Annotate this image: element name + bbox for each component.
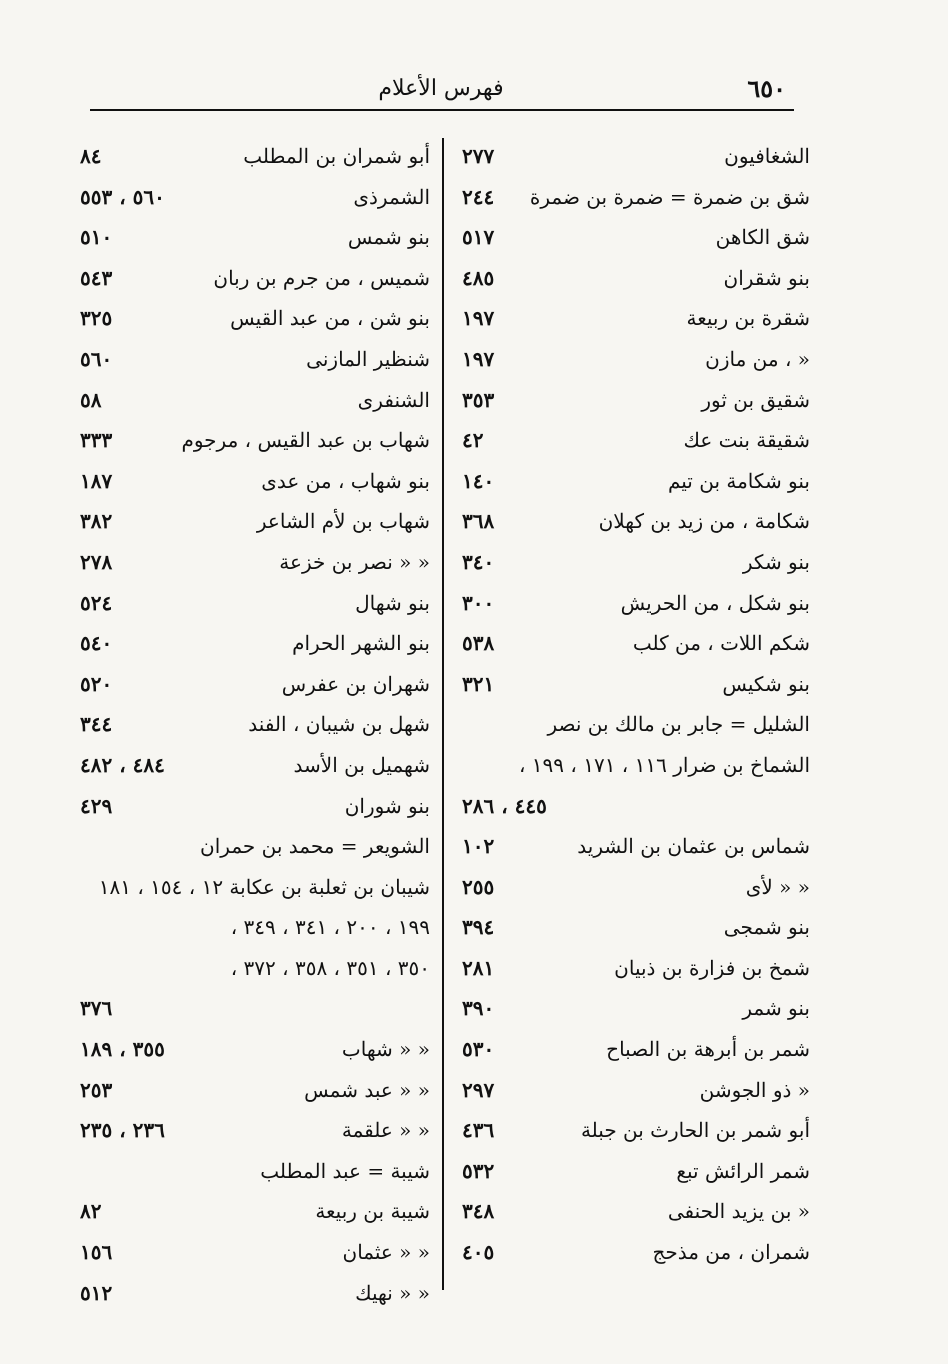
entry-name: أبو شمر بن الحارث بن جبلة — [580, 1118, 810, 1143]
entry-pages: ٣٣٣ — [80, 428, 113, 453]
entry-name: شهميل بن الأسد — [293, 752, 430, 777]
entry-name: بنو شمس — [347, 225, 430, 250]
index-entry — [76, 177, 430, 218]
index-entry — [76, 583, 430, 624]
entry-pages: ٥١٧ — [462, 225, 495, 250]
entry-name: بنو شكامة بن تيم — [667, 468, 810, 493]
entry-name: الشليل = جابر بن مالك بن نصر — [547, 712, 810, 737]
entry-pages: ٥٢٤ — [80, 590, 113, 615]
entry-pages: ٤٨٥ — [462, 265, 495, 290]
running-title: فهرس الأعلام — [378, 76, 504, 101]
index-entry — [76, 1273, 430, 1314]
index-entry — [76, 786, 430, 827]
index-column-right — [458, 136, 810, 1273]
entry-name: شمخ بن فزارة بن ذبيان — [614, 955, 810, 980]
index-entry — [458, 461, 810, 502]
index-entry — [76, 1191, 430, 1232]
entry-pages: ٣٥٥ ، ١٨٩ — [80, 1037, 165, 1062]
entry-name: شكم اللات ، من كلب — [632, 631, 810, 656]
entry-name: ١٩٩ ، ٢٠٠ ، ٣٤١ ، ٣٤٩ ، — [230, 915, 430, 940]
entry-pages: ١٩٧ — [462, 306, 495, 331]
entry-pages: ٢٧٨ — [80, 549, 113, 574]
entry-name: بنو شمر — [742, 996, 810, 1021]
entry-name: الشماخ بن ضرار ١١٦ ، ١٧١ ، ١٩٩ ، — [518, 752, 810, 777]
entry-name: بنو شكر — [742, 549, 810, 574]
entry-pages: ٣٤٨ — [462, 1199, 495, 1224]
entry-pages: ٥٣٠ — [462, 1037, 495, 1062]
index-entry — [458, 1232, 810, 1273]
index-entry — [76, 258, 430, 299]
entry-name: « بن يزيد الحنفى — [667, 1199, 810, 1224]
page-header — [90, 74, 792, 108]
index-entry — [458, 1070, 810, 1111]
entry-name: بنو الشهر الحرام — [292, 631, 430, 656]
entry-pages: ٢٨١ — [462, 955, 495, 980]
entry-name: شنظير المازنى — [306, 346, 430, 371]
entry-pages: ٤٢٩ — [80, 793, 113, 818]
entry-name: ٣٥٠ ، ٣٥١ ، ٣٥٨ ، ٣٧٢ ، — [230, 955, 430, 980]
index-entry — [76, 867, 430, 908]
index-entry — [76, 461, 430, 502]
index-entry — [76, 217, 430, 258]
entry-pages: ٢٥٣ — [80, 1077, 113, 1102]
index-entry — [76, 745, 430, 786]
entry-pages: ٣٩٠ — [462, 996, 495, 1021]
index-entry — [458, 136, 810, 177]
entry-name: « ، من مازن — [705, 346, 810, 371]
index-entry — [458, 542, 810, 583]
index-entry — [76, 542, 430, 583]
entry-name: شميس ، من جرم بن ربان — [213, 265, 430, 290]
entry-pages: ٢٣٦ ، ٢٣٥ — [80, 1118, 165, 1143]
index-entry — [458, 339, 810, 380]
index-column-left — [76, 136, 430, 1313]
entry-name: شمران ، من مذحج — [652, 1240, 810, 1265]
entry-pages: ٤٨٤ ، ٤٨٢ — [80, 752, 165, 777]
entry-pages: ٥٦٠ — [80, 346, 113, 371]
entry-pages: ٣٠٠ — [462, 590, 495, 615]
entry-name: « « نصر بن خزعة — [279, 549, 430, 574]
entry-pages: ٥١٢ — [80, 1280, 113, 1305]
entry-name: « « نهيك — [355, 1280, 430, 1305]
index-entry — [76, 907, 430, 948]
entry-name: « « شهاب — [341, 1037, 430, 1062]
entry-name: شقيقة بنت عك — [683, 428, 810, 453]
index-entry — [76, 501, 430, 542]
page-number: ٦٥٠ — [747, 74, 786, 103]
entry-pages: ٤٣٦ — [462, 1118, 495, 1143]
entry-pages: ٥٨ — [80, 387, 102, 412]
entry-pages: ٣٢١ — [462, 671, 495, 696]
index-entry — [458, 1029, 810, 1070]
index-entry — [458, 745, 810, 786]
index-entry — [458, 380, 810, 421]
entry-pages: ٤٢ — [462, 428, 484, 453]
entry-name: بنو شمجى — [723, 915, 810, 940]
index-entry — [458, 1110, 810, 1151]
entry-pages: ١٠٢ — [462, 834, 495, 859]
entry-pages: ٤٤٥ ، ٢٨٦ — [462, 793, 547, 818]
index-entry — [458, 907, 810, 948]
entry-name: أبو شمران بن المطلب — [243, 144, 430, 168]
entry-name: بنو شهاب ، من عدى — [261, 468, 430, 493]
entry-name: « ذو الجوشن — [699, 1077, 810, 1102]
index-entry — [76, 623, 430, 664]
entry-name: شق الكاهن — [715, 225, 810, 250]
entry-name: بنو شوران — [344, 793, 430, 818]
entry-pages: ٣٧٦ — [80, 996, 113, 1021]
index-entry — [458, 826, 810, 867]
entry-name: « « عثمان — [342, 1240, 430, 1265]
index-entry — [458, 786, 810, 827]
entry-name: شهل بن شيبان ، الفند — [248, 712, 430, 737]
index-entry — [458, 623, 810, 664]
index-entry — [76, 298, 430, 339]
index-entry — [76, 988, 430, 1029]
entry-pages: ٥٤٠ — [80, 631, 113, 656]
entry-name: شهاب بن عبد القيس ، مرجوم — [181, 428, 430, 453]
entry-name: شكامة ، من زيد بن كهلان — [598, 509, 810, 534]
index-entry — [458, 258, 810, 299]
index-entry — [458, 298, 810, 339]
entry-pages: ٣٤٤ — [80, 712, 113, 737]
index-entry — [76, 1232, 430, 1273]
entry-pages: ٥٣٨ — [462, 631, 495, 656]
index-entry — [458, 664, 810, 705]
entry-pages: ٨٢ — [80, 1199, 102, 1224]
entry-name: بنو شهال — [355, 590, 430, 615]
entry-name: شقيق بن ثور — [701, 387, 810, 412]
index-entry — [76, 380, 430, 421]
entry-pages: ٥٤٣ — [80, 265, 113, 290]
entry-pages: ٢٥٥ — [462, 874, 495, 899]
entry-pages: ٥١٠ — [80, 225, 113, 250]
entry-name: الشنفرى — [357, 387, 430, 412]
index-entry — [458, 1191, 810, 1232]
index-entry — [76, 1110, 430, 1151]
entry-name: شمر الرائش تبع — [676, 1158, 810, 1183]
entry-name: بنو شكل ، من الحريش — [620, 590, 810, 615]
entry-name: بنو شقران — [723, 265, 810, 290]
entry-pages: ٥٦٠ ، ٥٥٣ — [80, 184, 165, 209]
index-entry — [458, 217, 810, 258]
index-entry — [76, 136, 430, 177]
entry-pages: ٨٤ — [80, 144, 102, 168]
entry-name: « « لأى — [745, 874, 810, 899]
entry-name: شيبة بن ربيعة — [315, 1199, 430, 1224]
entry-name: شهران بن عفرس — [281, 671, 430, 696]
entry-pages: ٢٤٤ — [462, 184, 495, 209]
entry-pages: ٢٩٧ — [462, 1077, 495, 1102]
entry-pages: ٣٤٠ — [462, 549, 495, 574]
index-entry — [76, 1151, 430, 1192]
header-rule — [90, 109, 794, 111]
entry-pages: ١٥٦ — [80, 1240, 113, 1265]
entry-name: بنو شن ، من عبد القيس — [230, 306, 430, 331]
entry-name: شقرة بن ربيعة — [686, 306, 810, 331]
entry-pages: ١٨٧ — [80, 468, 113, 493]
entry-pages: ٥٣٢ — [462, 1158, 495, 1183]
index-entry — [458, 420, 810, 461]
index-entry — [76, 704, 430, 745]
index-entry — [458, 177, 810, 218]
index-entry — [76, 948, 430, 989]
entry-name: شماس بن عثمان بن الشريد — [577, 834, 810, 859]
entry-pages: ٣٨٢ — [80, 509, 113, 534]
entry-pages: ٤٠٥ — [462, 1240, 495, 1265]
index-entry — [458, 867, 810, 908]
entry-pages: ٣٥٣ — [462, 387, 495, 412]
entry-name: شيبة = عبد المطلب — [260, 1158, 430, 1183]
index-entry — [458, 501, 810, 542]
entry-pages: ٣٩٤ — [462, 915, 495, 940]
index-entry — [458, 988, 810, 1029]
index-entry — [76, 420, 430, 461]
entry-pages: ٥٢٠ — [80, 671, 113, 696]
entry-pages: ١٩٧ — [462, 346, 495, 371]
entry-pages: ٢٧٧ — [462, 144, 495, 168]
entry-name: الشغافيون — [724, 144, 810, 168]
index-entry — [458, 1151, 810, 1192]
index-entry — [458, 948, 810, 989]
index-entry — [76, 1029, 430, 1070]
entry-name: شيبان بن ثعلبة بن عكابة ١٢ ، ١٥٤ ، ١٨١ — [98, 874, 430, 899]
entry-name: شمر بن أبرهة بن الصباح — [606, 1037, 810, 1062]
index-entry — [458, 583, 810, 624]
entry-name: الشويعر = محمد بن حمران — [200, 834, 430, 859]
entry-name: الشمرذى — [353, 184, 430, 209]
entry-name: « « عبد شمس — [304, 1077, 430, 1102]
column-divider — [442, 138, 444, 1290]
entry-name: « « علقمة — [341, 1118, 430, 1143]
entry-name: بنو شكيس — [722, 671, 810, 696]
index-entry — [76, 1070, 430, 1111]
entry-pages: ٣٢٥ — [80, 306, 113, 331]
entry-name: شق بن ضمرة = ضمرة بن ضمرة — [529, 184, 810, 209]
entry-pages: ٣٦٨ — [462, 509, 495, 534]
entry-pages: ١٤٠ — [462, 468, 495, 493]
index-entry — [76, 664, 430, 705]
index-entry — [76, 339, 430, 380]
index-entry — [76, 826, 430, 867]
index-entry — [458, 704, 810, 745]
entry-name: شهاب بن لأم الشاعر — [256, 509, 430, 534]
